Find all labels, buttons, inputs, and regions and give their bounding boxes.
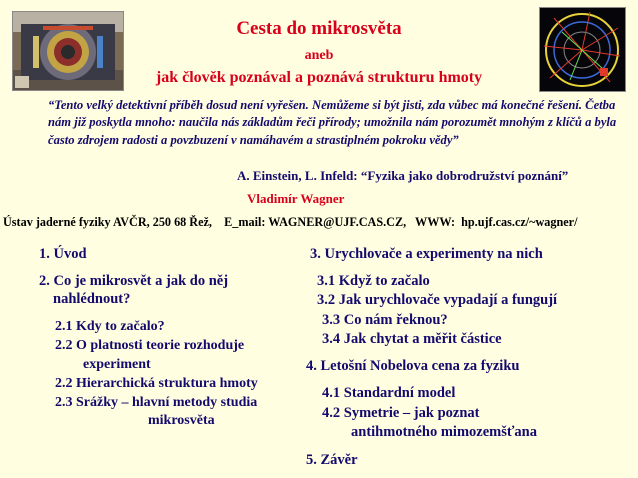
outline-item: experiment [83,357,151,372]
outline-item: 3.1 Když to začalo [317,273,430,289]
outline-item: 2.2 Hierarchická struktura hmoty [55,376,258,391]
title-connector: aneb [304,48,334,63]
outline-item: 4.1 Standardní model [322,385,456,401]
einstein-quote: “Tento velký detektivní příběh dosud není vyřešen. Nemůžeme si být jisti, zda vůbec má konečné řešení. Četba nám již poskytla mnoho: naučila nás základům řeči přírody; umožnila nám porozumět mnohým z klíčů a byla často zdrojem radosti a povzbuzení v namáhavém a strastiplném pokroku vědy” [48,98,617,147]
institute-line: Ústav jaderné fyziky AVČR, 250 68 Řež, E_mail: WAGNER@UJF.CAS.CZ, WWW: hp.ujf.cas.cz/~wagner/ [3,215,578,229]
outline-item: 2.1 Kdy to začalo? [55,319,165,334]
outline-item: 3.4 Jak chytat a měřit částice [322,331,502,347]
outline-item: 4.2 Symetrie – jak poznat [322,405,480,421]
outline-item: 3.2 Jak urychlovače vypadají a fungují [317,292,558,308]
page-title: Cesta do mikrosvěta [236,18,402,39]
outline-item: 2.3 Srážky – hlavní metody studia [55,395,258,410]
outline-item: 3. Urychlovače a experimenty na nich [310,246,543,262]
outline-item: 4. Letošní Nobelova cena za fyziku [306,358,520,374]
quote-source: A. Einstein, L. Infeld: “Fyzika jako dobrodružství poznání” [237,168,569,183]
outline-item: nahlédnout? [53,291,131,307]
outline-item: 2.2 O platnosti teorie rozhoduje [55,338,245,353]
page-subtitle: jak člověk poznával a poznává strukturu hmoty [155,69,483,86]
outline-item: 3.3 Co nám řeknou? [322,312,448,328]
outline-item: 5. Závěr [306,452,358,468]
outline-item: mikrosvěta [148,413,215,428]
outline-item: 1. Úvod [39,246,87,262]
author-name: Vladimír Wagner [247,191,345,206]
outline-item: antihmotného mimozemšťana [351,424,537,440]
outline-item: 2. Co je mikrosvět a jak do něj [39,273,229,289]
